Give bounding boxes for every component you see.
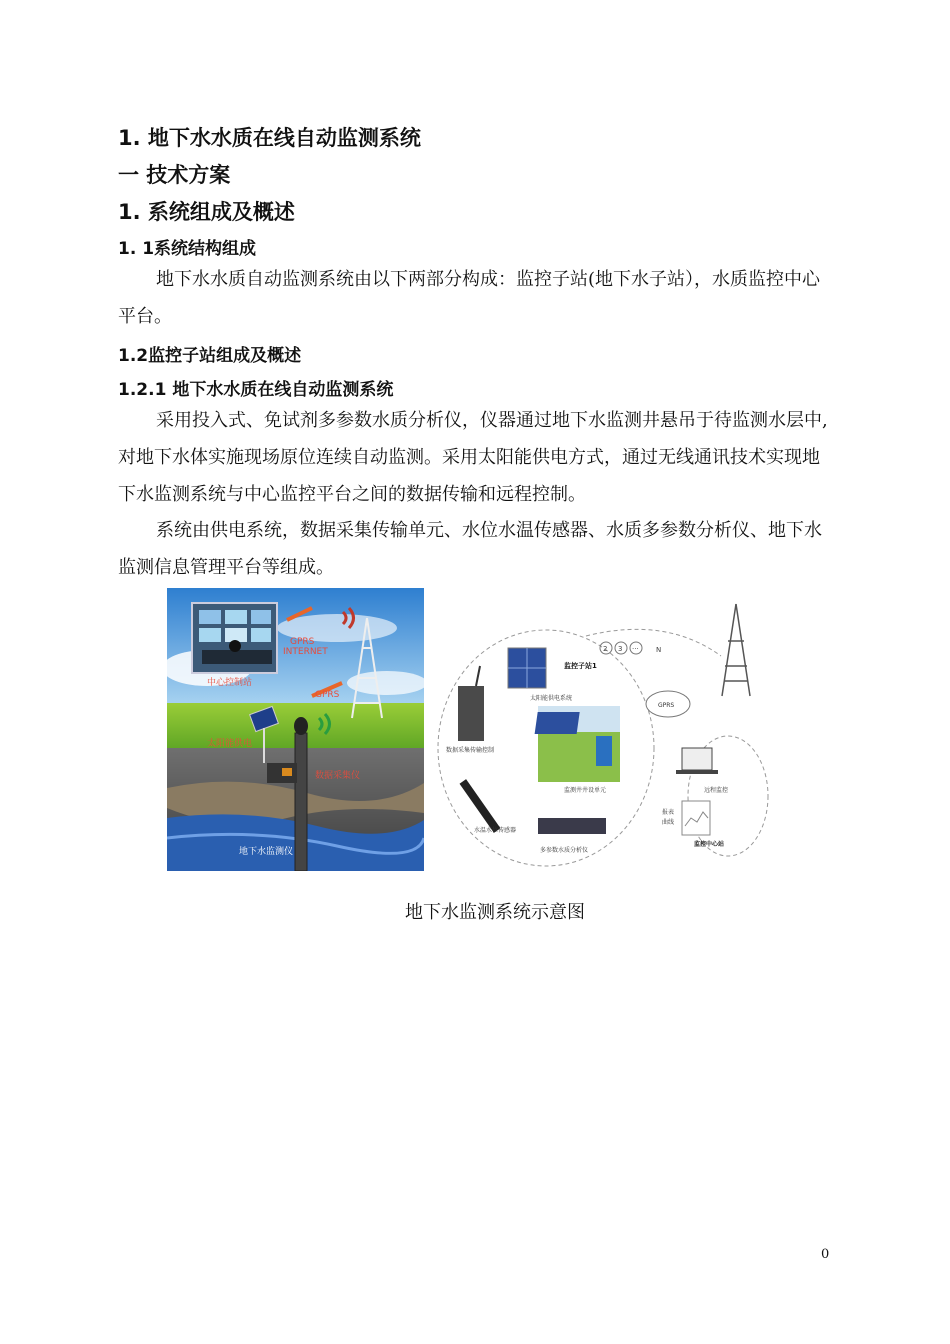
level-sensor-icon: [460, 779, 501, 833]
label-remote: 远程监控: [704, 787, 729, 794]
label-collector: 数据采集仪: [315, 771, 361, 781]
heading-2: 一 技术方案: [118, 163, 231, 187]
paragraph-3: 系统由供电系统，数据采集传输单元、水位水温传感器、水质多参数分析仪、地下水监测信息管理平台等组成。: [118, 520, 822, 578]
label-dots: ···: [632, 645, 639, 653]
laptop-icon: [682, 748, 712, 770]
label-n3: 3: [618, 645, 623, 653]
label-center: 监控中心站: [694, 841, 725, 848]
label-substation: 监控子站1: [564, 662, 597, 670]
paragraph-1: 地下水水质自动监测系统由以下两部分构成：监控子站(地下水子站），水质监控中心平台。: [118, 269, 821, 327]
heading-3: 1. 系统组成及概述: [118, 200, 295, 224]
label-control-center: 中心控制站: [207, 678, 253, 688]
report-chart-icon: [682, 801, 710, 835]
monitoring-well: [295, 733, 307, 871]
heading-4: 1. 1系统结构组成: [118, 239, 257, 259]
label-report-1: 报表: [662, 809, 675, 816]
data-logger-icon: [458, 686, 484, 741]
paragraph-2: 采用投入式、免试剂多参数水质分析仪，仪器通过地下水监测井悬吊于待监测水层中,对地下水体实施现场原位连续自动监测。采用太阳能供电方式，通过无线通讯技术实现地下水监测系统与中心监控平台之间的数据传输和远程控制。: [118, 410, 828, 505]
label-level-sensor: 水温水位传感器: [474, 827, 517, 834]
label-n2: 2: [603, 645, 608, 653]
label-gprs-cloud: GPRS: [658, 702, 675, 709]
analyzer-icon: [538, 818, 606, 834]
label-solar: 太阳能供电: [207, 739, 253, 749]
page-number: 0: [821, 1247, 830, 1262]
heading-5: 1.2监控子站组成及概述: [118, 346, 302, 366]
cell-tower-icon: [722, 604, 750, 696]
label-well-unit: 监测井井设单元: [564, 787, 607, 794]
label-gprs: GPRS: [315, 690, 340, 700]
label-report-2: 曲线: [662, 819, 675, 826]
left-system-illustration: [167, 588, 424, 871]
label-gprs-internet-2: INTERNET: [283, 647, 328, 657]
label-gprs-internet-1: GPRS: [290, 637, 315, 647]
label-analyzer: 多参数水质分析仪: [540, 847, 589, 854]
heading-1: 1. 地下水水质在线自动监测系统: [118, 126, 421, 150]
figure-caption: 地下水监测系统示意图: [405, 902, 585, 923]
label-data-ctrl: 数据采集传输控制: [446, 747, 495, 754]
right-system-diagram: [436, 596, 774, 872]
label-n: N: [656, 646, 662, 654]
label-monitor: 地下水监测仪: [239, 847, 294, 857]
heading-6: 1.2.1 地下水水质在线自动监测系统: [118, 380, 394, 400]
label-solar-system: 太阳能供电系统: [530, 695, 573, 702]
